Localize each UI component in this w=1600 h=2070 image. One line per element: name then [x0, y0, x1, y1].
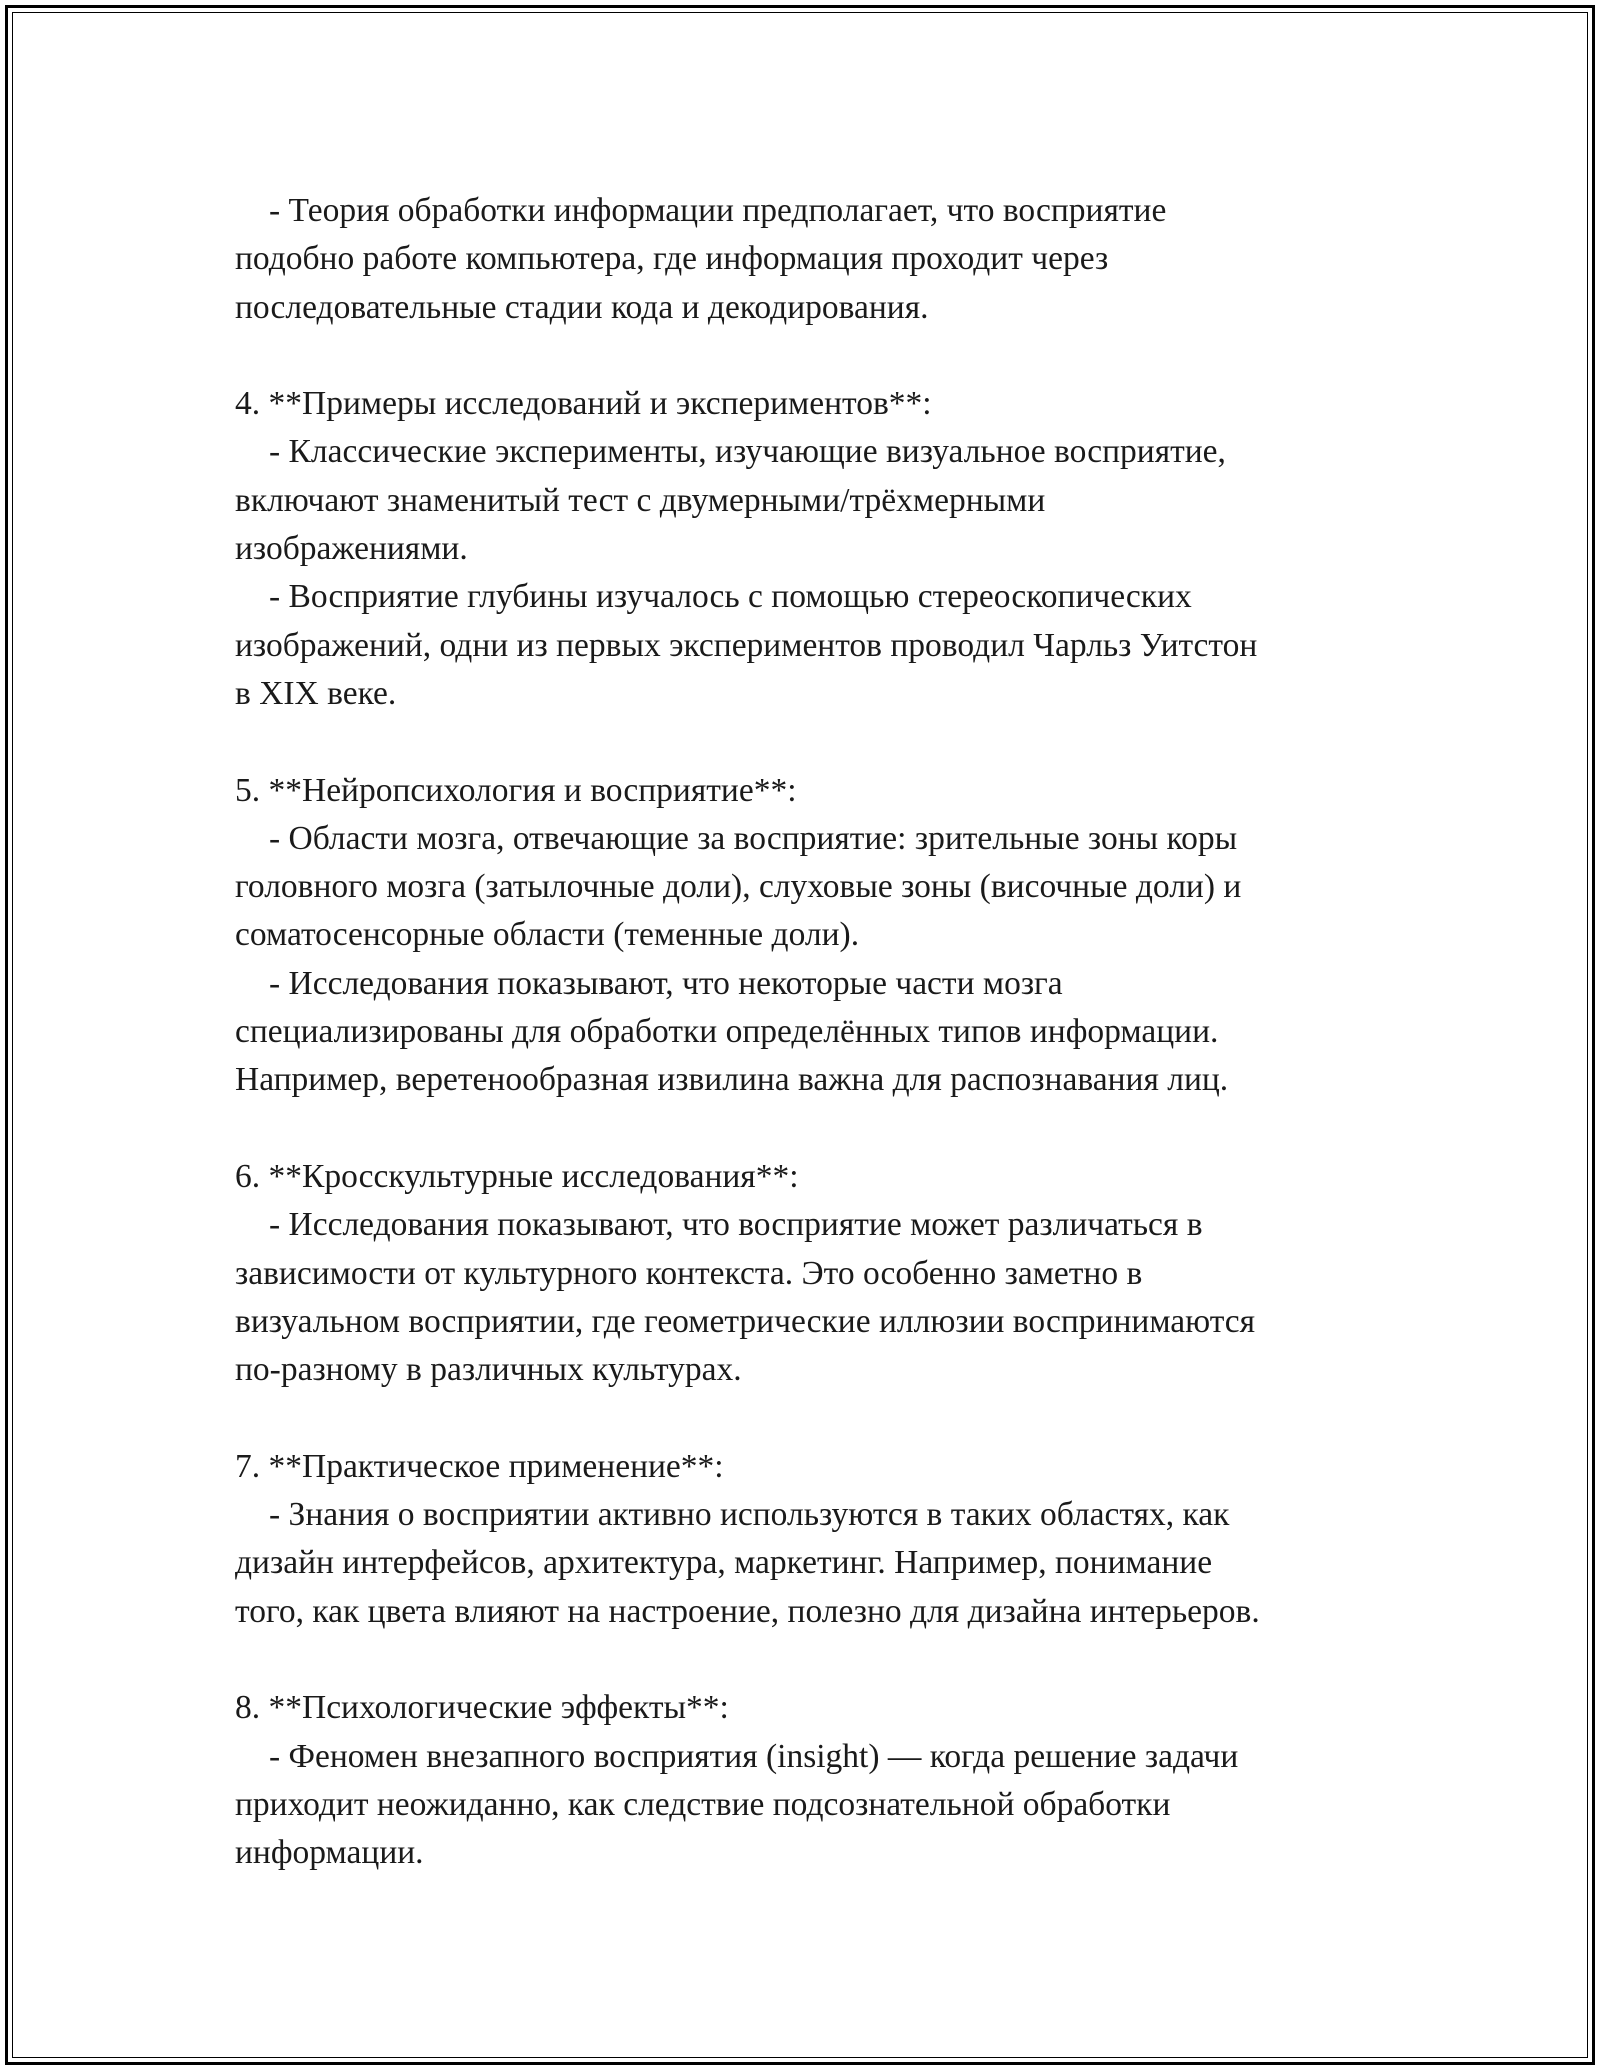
paragraph-gap [235, 1105, 1385, 1153]
paragraph-gap [235, 1636, 1385, 1684]
text-line: включают знаменитый тест с двумерными/трёхмерными [235, 481, 1046, 519]
text-line: последовательные стадии кода и декодирования. [235, 288, 929, 326]
text-line: визуальном восприятии, где геометрические иллюзии воспринимаются [235, 1302, 1256, 1340]
document-body [235, 187, 1385, 1877]
section-heading: 5. **Нейропсихология и восприятие**: [235, 771, 797, 809]
section-heading: 6. **Кросскультурные исследования**: [235, 1157, 799, 1195]
text-line: изображениями. [235, 530, 468, 568]
text-line: информации. [235, 1834, 424, 1872]
bullet-line: - Классические эксперименты, изучающие визуальное восприятие, [269, 433, 1226, 471]
text-line: дизайн интерфейсов, архитектура, маркетинг. Например, понимание [235, 1544, 1213, 1582]
bullet-line: - Области мозга, отвечающие за восприятие: зрительные зоны коры [269, 819, 1238, 857]
bullet-line: - Восприятие глубины изучалось с помощью стереоскопических [269, 578, 1192, 616]
section-heading: 7. **Практическое применение**: [235, 1447, 724, 1485]
text-line: по-разному в различных культурах. [235, 1351, 742, 1389]
bullet-line: - Исследования показывают, что восприятие может различаться в [269, 1206, 1203, 1244]
section [235, 380, 1385, 718]
text-line: головного мозга (затылочные доли), слуховые зоны (височные доли) и [235, 868, 1242, 906]
text-line: изображений, одни из первых экспериментов проводил Чарльз Уитстон [235, 626, 1258, 664]
section-heading: 8. **Психологические эффекты**: [235, 1689, 729, 1727]
bullet-line: - Знания о восприятии активно используются в таких областях, как [269, 1496, 1230, 1534]
text-line: подобно работе компьютера, где информация проходит через [235, 240, 1109, 278]
bullet-line: - Исследования показывают, что некоторые части мозга [269, 964, 1063, 1002]
bullet-line: - Феномен внезапного восприятия (insight) — когда решение задачи [269, 1737, 1239, 1775]
text-line: приходит неожиданно, как следствие подсознательной обработки [235, 1785, 1171, 1823]
section [235, 187, 1385, 332]
text-line: в XIX веке. [235, 674, 397, 712]
text-line: того, как цвета влияют на настроение, полезно для дизайна интерьеров. [235, 1592, 1260, 1630]
paragraph-gap [235, 332, 1385, 380]
section [235, 1153, 1385, 1394]
text-line: специализированы для обработки определённых типов информации. [235, 1013, 1219, 1051]
bullet-line: - Теория обработки информации предполагает, что восприятие [269, 192, 1167, 229]
section [235, 1684, 1385, 1877]
paragraph-gap [235, 1394, 1385, 1442]
section [235, 1443, 1385, 1636]
paragraph-gap [235, 718, 1385, 766]
section [235, 767, 1385, 1105]
text-line: зависимости от культурного контекста. Это особенно заметно в [235, 1254, 1143, 1292]
text-line: Например, веретенообразная извилина важна для распознавания лиц. [235, 1061, 1229, 1099]
section-heading: 4. **Примеры исследований и экспериментов**: [235, 385, 932, 423]
text-line: соматосенсорные области (теменные доли). [235, 916, 860, 954]
